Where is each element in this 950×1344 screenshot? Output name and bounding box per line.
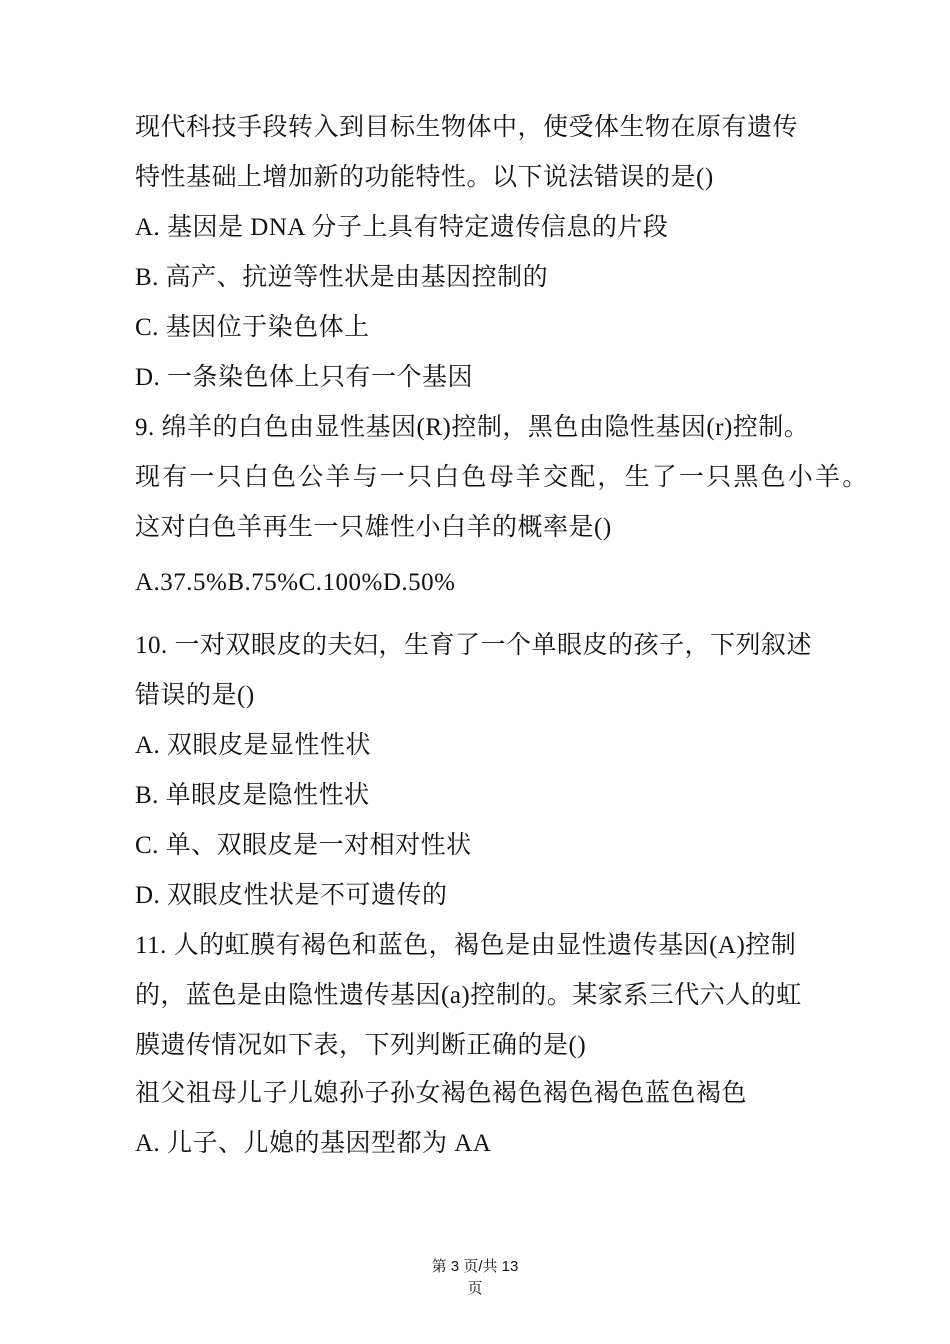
option-line: D. 双眼皮性状是不可遗传的 xyxy=(135,882,448,909)
text-line: 现代科技手段转入到目标生物体中，使受体生物在原有遗传 xyxy=(135,114,799,141)
text-line: 这对白色羊再生一只雄性小白羊的概率是() xyxy=(135,514,612,541)
text-line: 膜遗传情况如下表，下列判断正确的是() xyxy=(135,1032,587,1059)
option-line: A. 儿子、儿媳的基因型都为 AA xyxy=(135,1130,492,1157)
option-line: A. 双眼皮是显性性状 xyxy=(135,732,372,759)
options-inline: A.37.5%B.75%C.100%D.50% xyxy=(135,569,456,596)
text-line: 错误的是() xyxy=(135,682,255,709)
text-line: 特性基础上增加新的功能特性。以下说法错误的是() xyxy=(135,164,714,191)
text-line: 现有一只白色公羊与一只白色母羊交配，生了一只黑色小羊。 xyxy=(135,464,870,491)
question-11-text: 11. 人的虹膜有褐色和蓝色，褐色是由显性遗传基因(A)控制 xyxy=(135,932,797,959)
option-line: B. 高产、抗逆等性状是由基因控制的 xyxy=(135,264,549,291)
question-10-text: 10. 一对双眼皮的夫妇，生育了一个单眼皮的孩子，下列叙述 xyxy=(135,632,813,659)
question-9-text: 9. 绵羊的白色由显性基因(R)控制，黑色由隐性基因(r)控制。 xyxy=(135,414,810,441)
option-line: C. 基因位于染色体上 xyxy=(135,314,370,341)
option-line: A. 基因是 DNA 分子上具有特定遗传信息的片段 xyxy=(135,214,669,241)
option-line: C. 单、双眼皮是一对相对性状 xyxy=(135,832,472,859)
option-line: B. 单眼皮是隐性性状 xyxy=(135,782,370,809)
page-number-continued: 页 xyxy=(467,1280,483,1297)
text-line: 的，蓝色是由隐性遗传基因(a)控制的。某家系三代六人的虹 xyxy=(135,982,802,1009)
option-line: D. 一条染色体上只有一个基因 xyxy=(135,364,474,391)
page-number: 第 3 页/共 13 xyxy=(431,1258,519,1275)
table-text-line: 祖父祖母儿子儿媳孙子孙女褐色褐色褐色褐色蓝色褐色 xyxy=(135,1080,748,1107)
